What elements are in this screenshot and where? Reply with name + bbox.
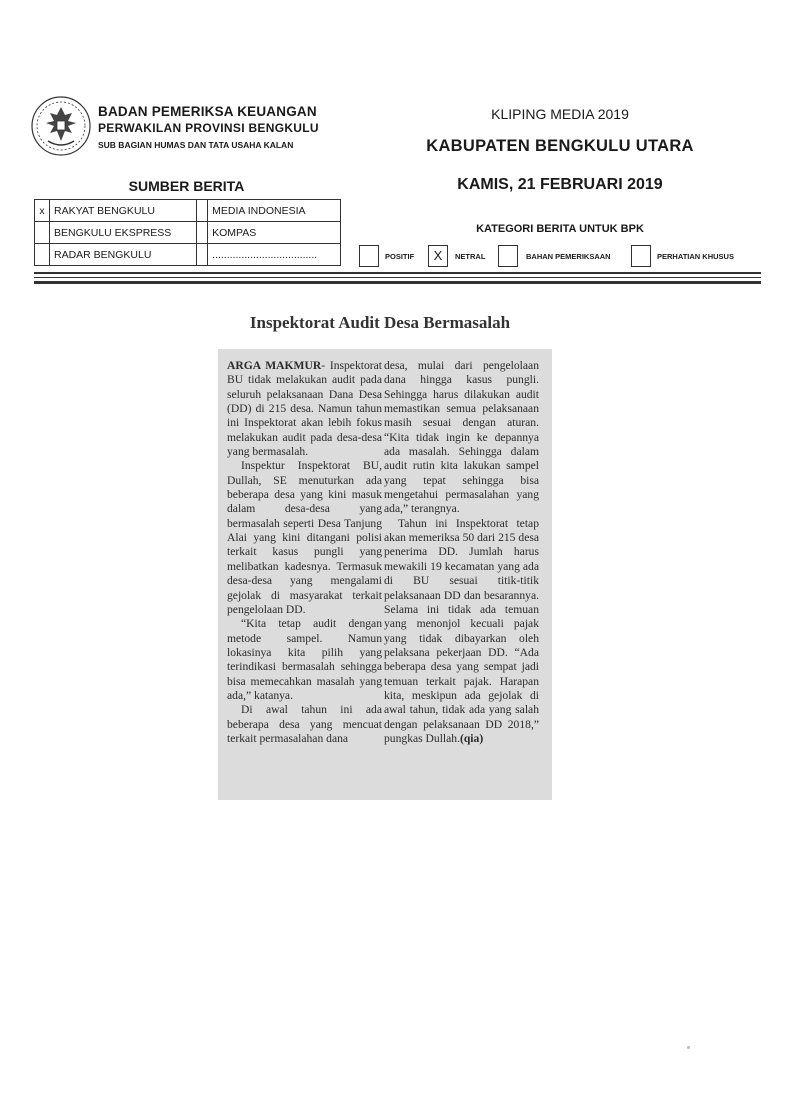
article-signature: (qia)	[460, 731, 484, 745]
source-name: ....................................	[208, 244, 341, 266]
source-mark	[197, 200, 208, 222]
category-checkbox-perhatian-khusus	[631, 245, 651, 267]
divider	[34, 281, 761, 284]
category-label-positif: POSITIF	[385, 252, 415, 261]
article-paragraph: desa, mulai dari pengelolaan dana hingga kasus pungli. Sehingga harus dilakukan audit memastikan semua pelaksanaan masih sesuai dengan aturan. “Kita tidak ingin ke depannya ada masalah. Sehingga dalam audit rutin kita lakukan sampel yang tepat sehingga bisa mengetahui permasalahan yang ada,” terangnya.	[384, 359, 539, 516]
org-subdivision: SUB BAGIAN HUMAS DAN TATA USAHA KALAN	[98, 140, 294, 150]
article-paragraph: Di awal tahun ini ada beberapa desa yang mencuat terkait permasalahan dana	[227, 703, 382, 745]
org-branch: PERWAKILAN PROVINSI BENGKULU	[98, 121, 319, 135]
publication-date: KAMIS, 21 FEBRUARI 2019	[457, 176, 663, 193]
article-paragraph: Inspektur Inspektorat BU, Dullah, SE menuturkan ada beberapa desa yang kini masuk dalam desa-desa yang bermasalah seperti Desa Tanjung Alai yang kini ditangani polisi terkait kasus pungli yang melibatkan kadesnya. Termasuk desa-desa yang mengalami gejolak di masyarakat terkait pengelolaan DD.	[227, 459, 382, 616]
kliping-title: KLIPING MEDIA 2019	[491, 106, 629, 122]
source-name: KOMPAS	[208, 222, 341, 244]
article-headline: Inspektorat Audit Desa Bermasalah	[249, 313, 511, 332]
category-checkbox-netral: X	[428, 245, 448, 267]
article-column-1	[227, 359, 382, 746]
source-row	[35, 244, 341, 266]
article-paragraph: Tahun ini Inspektorat tetap akan memeriksa 50 dari 215 desa penerima DD. Jumlah harus mewakili 19 kecamatan yang ada di BU sesuai titik-titik pelaksanaan DD dan besarannya. Selama ini tidak ada temuan yang menonjol kecuali pajak yang tidak dibayarkan oleh pelaksana pekerjaan DD. “Ada beberapa desa yang sempat jadi temuan terkait pajak. Harapan kita, meskipun ada gejolak di awal tahun, tidak ada yang salah dengan pelaksanaan DD 2018,” pungkas Dullah.	[384, 516, 539, 745]
source-table	[34, 199, 341, 266]
source-row	[35, 200, 341, 222]
article-column-2	[384, 359, 539, 746]
source-title: SUMBER BERITA	[128, 178, 245, 194]
source-mark	[35, 222, 50, 244]
source-mark: x	[35, 200, 50, 222]
source-name: RAKYAT BENGKULU	[50, 200, 197, 222]
source-mark	[35, 244, 50, 266]
source-mark	[197, 222, 208, 244]
category-label-perhatian-khusus: PERHATIAN KHUSUS	[657, 252, 734, 261]
category-checkbox-positif	[359, 245, 379, 267]
source-name: RADAR BENGKULU	[50, 244, 197, 266]
divider	[34, 272, 761, 274]
article-dateline: ARGA MAKMUR	[227, 359, 322, 372]
category-label-netral: NETRAL	[455, 252, 486, 261]
source-mark	[197, 244, 208, 266]
region-title: KABUPATEN BENGKULU UTARA	[426, 137, 694, 155]
article-clipping	[218, 349, 552, 800]
bpk-emblem-icon	[30, 95, 92, 157]
org-name: BADAN PEMERIKSA KEUANGAN	[98, 104, 317, 119]
category-label-bahan-pemeriksaan: BAHAN PEMERIKSAAN	[526, 252, 611, 261]
category-checkbox-bahan-pemeriksaan	[498, 245, 518, 267]
source-name: BENGKULU EKSPRESS	[50, 222, 197, 244]
article-paragraph: “Kita tetap audit dengan metode sampel. Namun lokasinya kita pilih yang terindikasi bermasalah sehingga bisa memecahkan masalah yang ada,” katanya.	[227, 617, 382, 702]
source-row	[35, 222, 341, 244]
scan-speck	[687, 1046, 690, 1049]
category-title: KATEGORI BERITA UNTUK BPK	[476, 223, 644, 235]
divider	[34, 277, 761, 278]
article-paragraph: - Inspektorat BU tidak melakukan audit pada seluruh pelaksanaan Dana Desa (DD) di 215 desa. Namun tahun ini Inspektorat akan lebih fokus melakukan audit pada desa-desa yang bermasalah.	[227, 359, 382, 459]
source-name: MEDIA INDONESIA	[208, 200, 341, 222]
